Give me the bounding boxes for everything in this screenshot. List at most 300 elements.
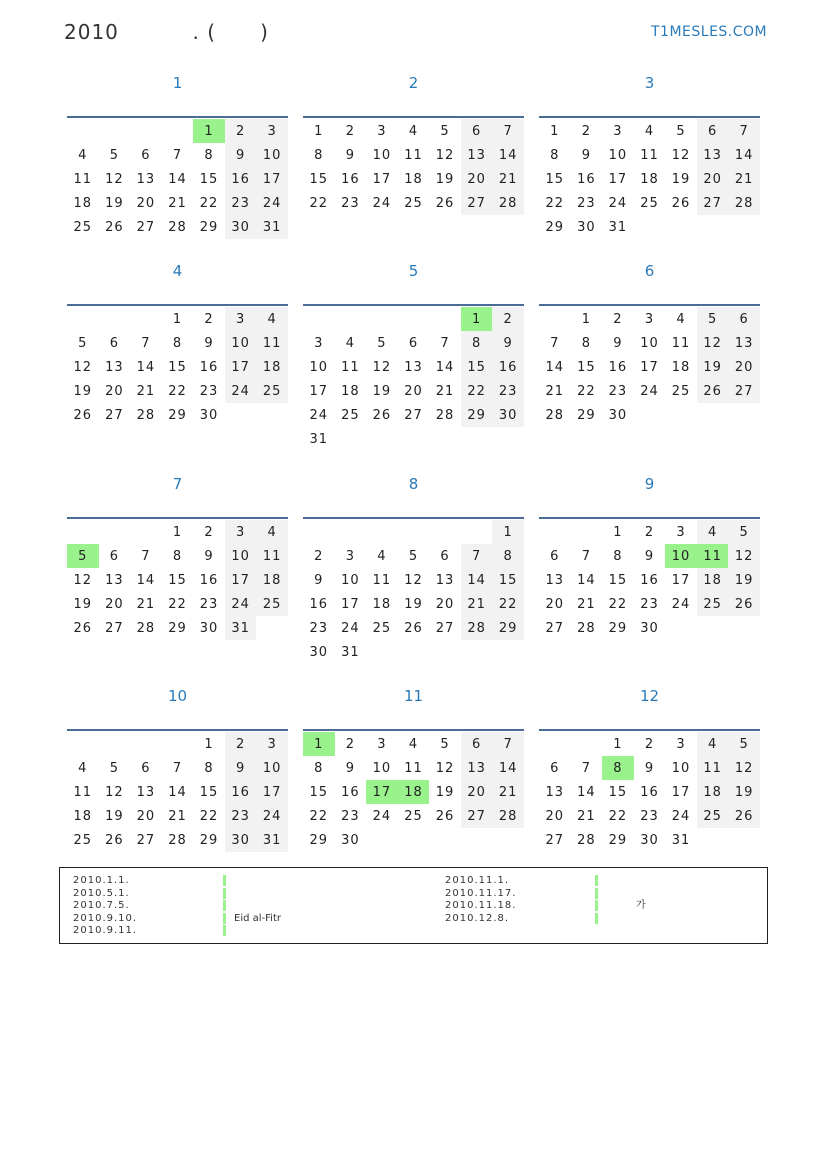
month-name: 7 xyxy=(172,475,183,493)
day-cell: 19 xyxy=(728,568,760,592)
holiday-marker-icon xyxy=(595,888,598,899)
day-cell: 8 xyxy=(314,147,324,163)
holiday-day-cell: 5 xyxy=(67,544,99,568)
day-cell: 15 xyxy=(545,171,565,187)
day-cell: 28 xyxy=(136,620,156,636)
day-cell: 6 xyxy=(440,548,450,564)
day-cell: 28 xyxy=(492,804,524,828)
holiday-marker-icon xyxy=(223,925,226,936)
day-cell: 23 xyxy=(608,383,628,399)
legend-row xyxy=(73,875,281,888)
day-cell: 23 xyxy=(341,808,360,824)
day-cell: 1 xyxy=(492,520,524,544)
empty-day-cell xyxy=(461,520,493,544)
legend-date: 2010.5.1. xyxy=(73,887,130,899)
day-cell: 17 xyxy=(372,171,392,187)
day-cell: 10 xyxy=(640,335,659,351)
day-cell: 10 xyxy=(225,544,257,568)
day-cell: 28 xyxy=(577,620,596,636)
day-cell: 2 xyxy=(345,736,355,752)
day-cell: 1 xyxy=(613,736,623,752)
day-cell: 3 xyxy=(314,335,324,351)
legend-date: 2010.12.8. xyxy=(445,912,510,924)
day-cell: 15 xyxy=(168,572,187,588)
day-cell: 21 xyxy=(492,780,524,804)
day-cell: 24 xyxy=(372,195,392,211)
empty-day-cell xyxy=(303,307,335,331)
day-cell: 29 xyxy=(608,832,628,848)
day-cell: 15 xyxy=(168,359,187,375)
day-cell: 4 xyxy=(78,760,88,776)
day-cell: 6 xyxy=(550,548,560,564)
day-cell: 28 xyxy=(461,616,493,640)
day-cell: 4 xyxy=(377,548,387,564)
day-cell: 5 xyxy=(109,760,119,776)
day-cell: 23 xyxy=(640,596,659,612)
day-cell: 6 xyxy=(550,760,560,776)
empty-day-cell xyxy=(162,732,194,756)
day-cell: 28 xyxy=(577,832,596,848)
day-cell: 26 xyxy=(728,804,760,828)
month-name: 6 xyxy=(644,262,655,280)
day-cell: 17 xyxy=(640,359,659,375)
day-cell: 12 xyxy=(105,784,124,800)
empty-day-cell xyxy=(366,307,398,331)
day-cell: 31 xyxy=(671,832,691,848)
day-cell: 26 xyxy=(697,379,729,403)
day-cell: 21 xyxy=(168,195,187,211)
day-cell: 17 xyxy=(225,355,257,379)
day-cell: 8 xyxy=(314,760,324,776)
holiday-day-cell: 17 xyxy=(366,780,398,804)
day-cell: 13 xyxy=(435,572,455,588)
day-cell: 22 xyxy=(461,379,493,403)
day-cell: 31 xyxy=(309,431,329,447)
day-cell: 18 xyxy=(640,171,659,187)
legend-holiday-name: 가 xyxy=(636,900,646,912)
day-cell: 2 xyxy=(613,311,623,327)
day-cell: 1 xyxy=(581,311,591,327)
month-day-grid xyxy=(303,304,524,451)
day-cell: 26 xyxy=(435,195,455,211)
day-cell: 30 xyxy=(309,644,329,660)
legend-holiday-name: Eid al-Fitr xyxy=(234,912,281,924)
day-cell: 1 xyxy=(613,524,623,540)
day-cell: 12 xyxy=(435,760,455,776)
day-cell: 7 xyxy=(141,335,151,351)
day-cell: 10 xyxy=(256,143,288,167)
day-cell: 14 xyxy=(492,143,524,167)
empty-day-cell xyxy=(130,520,162,544)
month-name: 2 xyxy=(408,74,419,92)
day-cell: 10 xyxy=(608,147,628,163)
day-cell: 11 xyxy=(73,171,93,187)
day-cell: 24 xyxy=(341,620,360,636)
day-cell: 26 xyxy=(435,808,455,824)
day-cell: 21 xyxy=(168,808,187,824)
day-cell: 20 xyxy=(136,195,156,211)
day-cell: 20 xyxy=(136,808,156,824)
day-cell: 24 xyxy=(608,195,628,211)
day-cell: 9 xyxy=(345,760,355,776)
day-cell: 24 xyxy=(225,379,257,403)
empty-day-cell xyxy=(130,119,162,143)
day-cell: 14 xyxy=(136,572,156,588)
day-cell: 9 xyxy=(644,760,655,776)
day-cell: 6 xyxy=(697,119,729,143)
day-cell: 4 xyxy=(697,520,729,544)
day-cell: 16 xyxy=(492,355,524,379)
day-cell: 12 xyxy=(671,147,691,163)
day-cell: 11 xyxy=(404,760,423,776)
day-cell: 19 xyxy=(105,195,124,211)
day-cell: 10 xyxy=(225,331,257,355)
day-cell: 17 xyxy=(225,568,257,592)
day-cell: 24 xyxy=(256,804,288,828)
day-cell: 28 xyxy=(136,407,156,423)
day-cell: 22 xyxy=(577,383,596,399)
day-cell: 19 xyxy=(372,383,392,399)
day-cell: 17 xyxy=(341,596,360,612)
day-cell: 6 xyxy=(141,147,151,163)
day-cell: 18 xyxy=(404,171,423,187)
day-cell: 15 xyxy=(492,568,524,592)
day-cell: 6 xyxy=(109,335,119,351)
day-cell: 15 xyxy=(461,355,493,379)
month-day-grid xyxy=(67,517,288,640)
day-cell: 7 xyxy=(172,760,183,776)
day-cell: 15 xyxy=(577,359,596,375)
day-cell: 14 xyxy=(435,359,455,375)
legend-row xyxy=(445,888,646,901)
day-cell: 18 xyxy=(697,780,729,804)
day-cell: 7 xyxy=(492,732,524,756)
day-cell: 22 xyxy=(168,596,187,612)
month-name: 1 xyxy=(172,74,183,92)
day-cell: 7 xyxy=(728,119,760,143)
day-cell: 26 xyxy=(105,832,124,848)
day-cell: 29 xyxy=(168,620,187,636)
day-cell: 27 xyxy=(435,620,455,636)
month-name: 9 xyxy=(644,475,655,493)
month-day-grid xyxy=(539,116,760,239)
day-cell: 14 xyxy=(136,359,156,375)
day-cell: 8 xyxy=(461,331,493,355)
day-cell: 28 xyxy=(728,191,760,215)
empty-day-cell xyxy=(67,119,99,143)
day-cell: 22 xyxy=(608,808,628,824)
empty-day-cell xyxy=(335,307,367,331)
day-cell: 11 xyxy=(372,572,392,588)
day-cell: 7 xyxy=(492,119,524,143)
day-cell: 28 xyxy=(168,219,187,235)
day-cell: 29 xyxy=(461,403,493,427)
day-cell: 16 xyxy=(577,171,596,187)
day-cell: 7 xyxy=(141,548,151,564)
day-cell: 25 xyxy=(640,195,659,211)
day-cell: 9 xyxy=(204,548,214,564)
day-cell: 20 xyxy=(545,596,565,612)
day-cell: 17 xyxy=(256,167,288,191)
day-cell: 30 xyxy=(492,403,524,427)
day-cell: 1 xyxy=(172,524,183,540)
legend-row xyxy=(445,875,646,888)
day-cell: 9 xyxy=(225,756,257,780)
month-day-grid xyxy=(67,116,288,239)
day-cell: 19 xyxy=(435,171,455,187)
day-cell: 8 xyxy=(204,760,214,776)
day-cell: 6 xyxy=(141,760,151,776)
day-cell: 29 xyxy=(545,219,565,235)
day-cell: 1 xyxy=(550,123,560,139)
day-cell: 3 xyxy=(676,736,686,752)
site-brand-link[interactable]: T1MESLES.COM xyxy=(651,24,768,40)
legend-row xyxy=(73,925,281,938)
day-cell: 21 xyxy=(435,383,455,399)
day-cell: 23 xyxy=(577,195,596,211)
day-cell: 3 xyxy=(256,732,288,756)
day-cell: 13 xyxy=(404,359,423,375)
holiday-marker-icon xyxy=(595,875,598,886)
day-cell: 28 xyxy=(545,407,565,423)
month-name: 10 xyxy=(167,687,188,705)
legend-column-left xyxy=(73,875,281,938)
day-cell: 12 xyxy=(372,359,392,375)
empty-day-cell xyxy=(67,307,99,331)
legend-date: 2010.9.11. xyxy=(73,925,138,937)
empty-day-cell xyxy=(539,307,571,331)
day-cell: 9 xyxy=(204,335,214,351)
day-cell: 16 xyxy=(309,596,329,612)
day-cell: 21 xyxy=(577,596,596,612)
day-cell: 5 xyxy=(440,736,450,752)
day-cell: 13 xyxy=(136,784,156,800)
day-cell: 22 xyxy=(199,808,219,824)
day-cell: 31 xyxy=(256,828,288,852)
holiday-marker-icon xyxy=(223,875,226,886)
day-cell: 16 xyxy=(225,167,257,191)
legend-date: 2010.7.5. xyxy=(73,900,130,912)
day-cell: 26 xyxy=(404,620,423,636)
day-cell: 2 xyxy=(204,524,214,540)
day-cell: 24 xyxy=(671,808,691,824)
day-cell: 20 xyxy=(461,167,493,191)
day-cell: 17 xyxy=(256,780,288,804)
day-cell: 3 xyxy=(256,119,288,143)
day-cell: 11 xyxy=(256,544,288,568)
day-cell: 27 xyxy=(105,407,124,423)
day-cell: 30 xyxy=(199,620,219,636)
day-cell: 27 xyxy=(105,620,124,636)
month-day-grid xyxy=(539,304,760,427)
day-cell: 11 xyxy=(640,147,659,163)
day-cell: 12 xyxy=(728,756,760,780)
day-cell: 20 xyxy=(728,355,760,379)
day-cell: 3 xyxy=(613,123,623,139)
day-cell: 29 xyxy=(199,219,219,235)
day-cell: 16 xyxy=(608,359,628,375)
day-cell: 27 xyxy=(697,191,729,215)
day-cell: 5 xyxy=(440,123,450,139)
day-cell: 26 xyxy=(105,219,124,235)
empty-day-cell xyxy=(429,520,461,544)
month-name: 5 xyxy=(408,262,419,280)
day-cell: 7 xyxy=(440,335,450,351)
day-cell: 21 xyxy=(545,383,565,399)
day-cell: 16 xyxy=(640,784,659,800)
day-cell: 4 xyxy=(256,520,288,544)
day-cell: 30 xyxy=(640,620,659,636)
day-cell: 27 xyxy=(404,407,423,423)
day-cell: 4 xyxy=(78,147,88,163)
day-cell: 12 xyxy=(404,572,423,588)
day-cell: 3 xyxy=(377,123,387,139)
day-cell: 13 xyxy=(461,143,493,167)
day-cell: 21 xyxy=(492,167,524,191)
day-cell: 10 xyxy=(671,760,691,776)
month-name: 4 xyxy=(172,262,183,280)
day-cell: 23 xyxy=(492,379,524,403)
month-day-grid xyxy=(67,729,288,852)
day-cell: 17 xyxy=(671,784,691,800)
day-cell: 6 xyxy=(109,548,119,564)
day-cell: 23 xyxy=(199,596,219,612)
day-cell: 29 xyxy=(608,620,628,636)
day-cell: 25 xyxy=(256,592,288,616)
month-name: 11 xyxy=(403,687,424,705)
day-cell: 15 xyxy=(199,171,219,187)
day-cell: 20 xyxy=(435,596,455,612)
day-cell: 3 xyxy=(225,307,257,331)
day-cell: 14 xyxy=(492,756,524,780)
month-day-grid xyxy=(303,729,524,852)
legend-row xyxy=(73,913,281,926)
day-cell: 29 xyxy=(492,616,524,640)
day-cell: 13 xyxy=(105,572,124,588)
day-cell: 3 xyxy=(225,520,257,544)
day-cell: 2 xyxy=(225,732,257,756)
day-cell: 10 xyxy=(309,359,329,375)
day-cell: 9 xyxy=(644,548,655,564)
day-cell: 29 xyxy=(199,832,219,848)
day-cell: 23 xyxy=(341,195,360,211)
day-cell: 19 xyxy=(697,355,729,379)
day-cell: 13 xyxy=(136,171,156,187)
day-cell: 31 xyxy=(256,215,288,239)
day-cell: 16 xyxy=(199,572,219,588)
day-cell: 20 xyxy=(697,167,729,191)
day-cell: 24 xyxy=(256,191,288,215)
day-cell: 17 xyxy=(608,171,628,187)
day-cell: 25 xyxy=(372,620,392,636)
day-cell: 8 xyxy=(613,548,623,564)
day-cell: 12 xyxy=(728,544,760,568)
day-cell: 2 xyxy=(581,123,591,139)
day-cell: 30 xyxy=(341,832,360,848)
empty-day-cell xyxy=(130,732,162,756)
empty-day-cell xyxy=(99,119,131,143)
day-cell: 23 xyxy=(225,191,257,215)
day-cell: 8 xyxy=(492,544,524,568)
day-cell: 2 xyxy=(644,524,655,540)
day-cell: 21 xyxy=(461,592,493,616)
day-cell: 26 xyxy=(73,620,93,636)
empty-day-cell xyxy=(130,307,162,331)
holiday-day-cell: 8 xyxy=(602,756,634,780)
day-cell: 23 xyxy=(640,808,659,824)
day-cell: 22 xyxy=(608,596,628,612)
day-cell: 25 xyxy=(671,383,691,399)
legend-row xyxy=(445,900,646,913)
day-cell: 19 xyxy=(435,784,455,800)
day-cell: 27 xyxy=(136,219,156,235)
day-cell: 27 xyxy=(461,191,493,215)
day-cell: 1 xyxy=(314,123,324,139)
legend-date: 2010.1.1. xyxy=(73,875,130,886)
empty-day-cell xyxy=(398,307,430,331)
day-cell: 18 xyxy=(671,359,691,375)
legend-column-right xyxy=(445,875,646,925)
holiday-legend xyxy=(59,867,768,944)
day-cell: 18 xyxy=(256,568,288,592)
day-cell: 6 xyxy=(408,335,419,351)
legend-row xyxy=(445,913,646,926)
day-cell: 5 xyxy=(728,520,760,544)
day-cell: 9 xyxy=(581,147,591,163)
day-cell: 21 xyxy=(577,808,596,824)
day-cell: 5 xyxy=(377,335,387,351)
day-cell: 13 xyxy=(545,784,565,800)
day-cell: 19 xyxy=(404,596,423,612)
day-cell: 27 xyxy=(461,804,493,828)
day-cell: 20 xyxy=(461,780,493,804)
day-cell: 20 xyxy=(404,383,423,399)
day-cell: 25 xyxy=(73,219,93,235)
day-cell: 26 xyxy=(728,592,760,616)
day-cell: 16 xyxy=(199,359,219,375)
holiday-day-cell: 1 xyxy=(303,732,335,756)
legend-row xyxy=(73,900,281,913)
day-cell: 7 xyxy=(581,548,591,564)
day-cell: 2 xyxy=(314,548,324,564)
empty-day-cell xyxy=(67,732,99,756)
day-cell: 8 xyxy=(550,147,560,163)
day-cell: 22 xyxy=(168,383,187,399)
day-cell: 10 xyxy=(256,756,288,780)
day-cell: 2 xyxy=(225,119,257,143)
day-cell: 8 xyxy=(172,548,183,564)
day-cell: 4 xyxy=(256,307,288,331)
day-cell: 22 xyxy=(492,592,524,616)
month-day-grid xyxy=(303,517,524,664)
day-cell: 27 xyxy=(728,379,760,403)
day-cell: 30 xyxy=(640,832,659,848)
day-cell: 25 xyxy=(697,804,729,828)
day-cell: 28 xyxy=(492,191,524,215)
day-cell: 26 xyxy=(73,407,93,423)
holiday-marker-icon xyxy=(223,888,226,899)
day-cell: 19 xyxy=(728,780,760,804)
day-cell: 11 xyxy=(73,784,93,800)
day-cell: 25 xyxy=(256,379,288,403)
day-cell: 19 xyxy=(73,596,93,612)
day-cell: 29 xyxy=(577,407,596,423)
day-cell: 3 xyxy=(676,524,686,540)
day-cell: 30 xyxy=(225,828,257,852)
empty-day-cell xyxy=(67,520,99,544)
empty-day-cell xyxy=(162,119,194,143)
day-cell: 27 xyxy=(545,620,565,636)
